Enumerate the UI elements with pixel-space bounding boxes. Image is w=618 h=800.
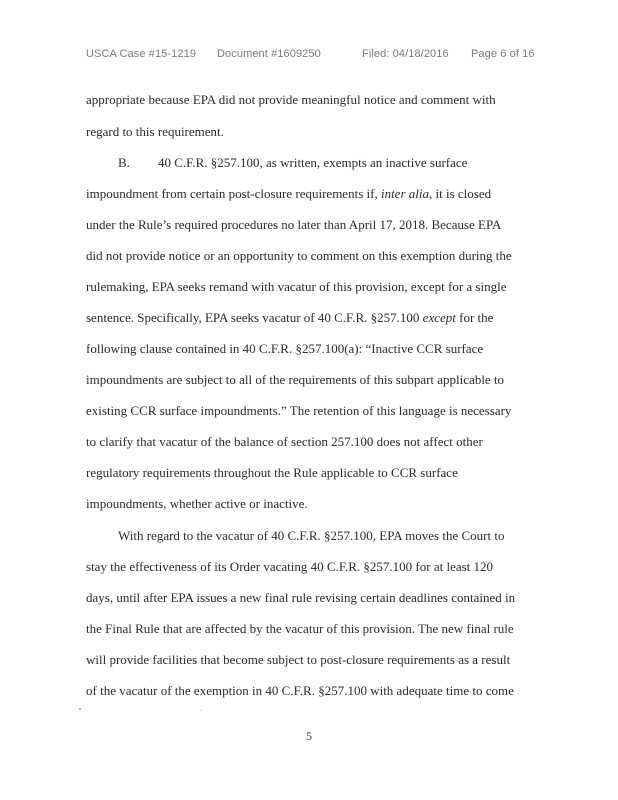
text-run: under the Rule’s required procedures no later than April 17, 2018. Because EPA — [86, 217, 502, 232]
body-text-line — [118, 528, 578, 544]
italic-term: except — [422, 310, 456, 325]
body-text-line — [86, 465, 546, 481]
header-filed-date: Filed: 04/18/2016 — [362, 48, 449, 60]
italic-term: inter alia — [380, 186, 429, 201]
text-run: days, until after EPA issues a new final rule revising certain deadlines contained in — [86, 590, 516, 605]
text-run: sentence. Specifically, EPA seeks vacatur of 40 C.F.R. §257.100 — [86, 310, 423, 325]
text-run: for the — [455, 310, 494, 325]
body-text-line — [86, 559, 546, 575]
body-text-line — [86, 217, 546, 233]
text-run: With regard to the vacatur of 40 C.F.R. §257.100, EPA moves the Court to — [118, 528, 505, 543]
text-run: impoundments, whether active or inactive. — [86, 496, 308, 511]
header-document-number: Document #1609250 — [217, 48, 321, 60]
body-text-line — [86, 652, 546, 668]
header-case-number: USCA Case #15-1219 — [86, 48, 197, 60]
body-text-line — [86, 310, 546, 326]
text-run: regard to this requirement. — [86, 124, 224, 139]
text-run: , it is closed — [428, 186, 492, 201]
header-page-count: Page 6 of 16 — [471, 48, 535, 60]
text-run: regulatory requirements throughout the Rule applicable to CCR surface — [86, 465, 458, 480]
body-text-line — [86, 124, 546, 140]
page-number: 5 — [306, 729, 312, 743]
text-run: the Final Rule that are affected by the vacatur of this provision. The new final rule — [86, 621, 514, 636]
body-text-line — [86, 248, 546, 264]
body-text-line — [86, 434, 546, 450]
scan-speck — [79, 708, 81, 710]
text-run: will provide facilities that become subject to post-closure requirements as a result — [86, 652, 511, 667]
text-run: appropriate because EPA did not provide meaningful notice and comment with — [86, 92, 496, 107]
text-run: existing CCR surface impoundments.” The retention of this language is necessary — [86, 403, 512, 418]
text-run: impoundments are subject to all of the requirements of this subpart applicable to — [86, 372, 505, 387]
text-run: 40 C.F.R. §257.100, as written, exempts an inactive surface — [158, 155, 468, 170]
body-text-line — [86, 92, 546, 108]
body-text-line — [86, 683, 546, 699]
text-run: following clause contained in 40 C.F.R. §257.100(a): “Inactive CCR surface — [86, 341, 484, 356]
body-text-line — [86, 403, 546, 419]
text-run: did not provide notice or an opportunity to comment on this exemption during the — [86, 248, 512, 263]
section-marker: B. — [118, 155, 130, 170]
body-text-line — [86, 186, 546, 202]
body-text-line — [86, 621, 546, 637]
body-text-line — [86, 279, 546, 295]
text-run: stay the effectiveness of its Order vacating 40 C.F.R. §257.100 for at least 120 — [86, 559, 494, 574]
text-run: to clarify that vacatur of the balance of section 257.100 does not affect other — [86, 434, 483, 449]
scan-speck — [200, 710, 201, 711]
body-text-line — [118, 155, 578, 171]
body-text-line — [86, 372, 546, 388]
text-run: impoundment from certain post-closure requirements if, — [86, 186, 381, 201]
body-text-line — [86, 341, 546, 357]
text-run: of the vacatur of the exemption in 40 C.F.R. §257.100 with adequate time to come — [86, 683, 514, 698]
body-text-line — [86, 496, 546, 512]
body-text-line — [86, 590, 546, 606]
text-run: rulemaking, EPA seeks remand with vacatur of this provision, except for a single — [86, 279, 507, 294]
